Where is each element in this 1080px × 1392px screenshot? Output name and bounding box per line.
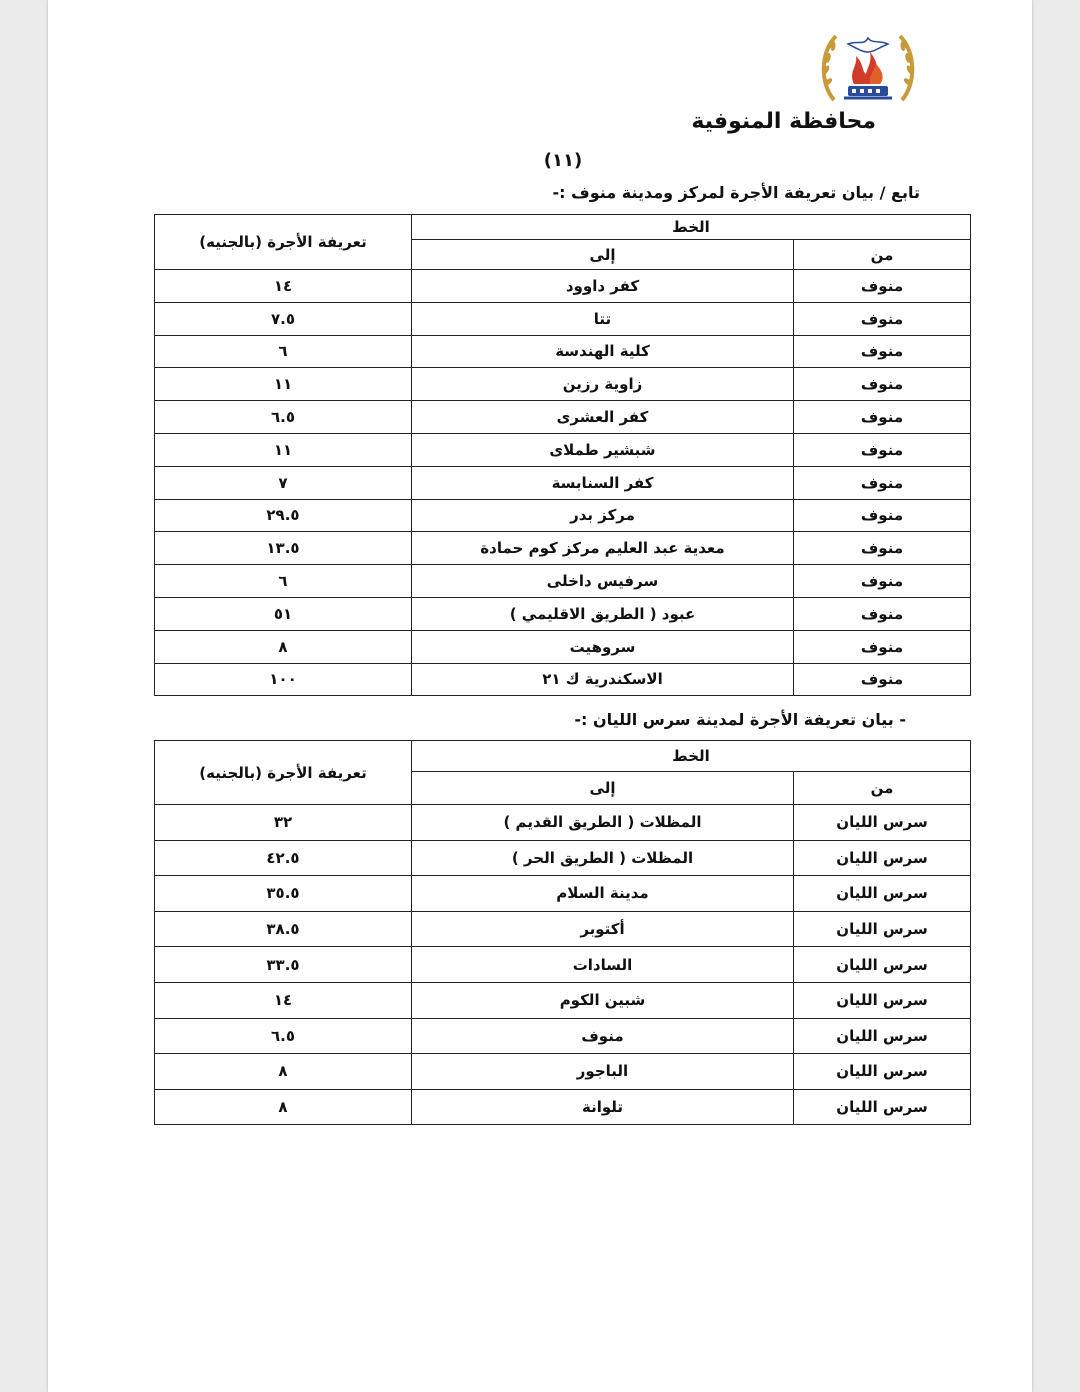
table-row	[155, 335, 971, 368]
to-cell: الباجور	[412, 1054, 794, 1090]
table-row	[155, 565, 971, 598]
fare-cell: ٣٢	[155, 805, 412, 841]
table-row	[155, 1054, 971, 1090]
section2-caption: - بيان تعريفة الأجرة لمدينة سرس الليان :-	[574, 710, 906, 729]
to-cell: كفر السنابسة	[412, 466, 794, 499]
from-cell: منوف	[794, 401, 971, 434]
line-header: الخط	[412, 215, 971, 240]
from-cell: منوف	[794, 335, 971, 368]
fare-cell: ٦.٥	[155, 1018, 412, 1054]
to-cell: زاوية رزين	[412, 368, 794, 401]
to-cell: عبود ( الطريق الاقليمي )	[412, 597, 794, 630]
from-cell: منوف	[794, 565, 971, 598]
sirs-el-layan-fare-table	[154, 740, 971, 1125]
table-row	[155, 532, 971, 565]
from-cell: سرس الليان	[794, 1054, 971, 1090]
to-cell: مدينة السلام	[412, 876, 794, 912]
from-cell: سرس الليان	[794, 876, 971, 912]
fare-cell: ١١	[155, 368, 412, 401]
fare-cell: ٢٩.٥	[155, 499, 412, 532]
to-cell: شبشير طملاى	[412, 433, 794, 466]
table-row	[155, 663, 971, 696]
table-row	[155, 876, 971, 912]
table-row	[155, 499, 971, 532]
table-row	[155, 1018, 971, 1054]
to-header: إلى	[412, 240, 794, 270]
to-cell: مركز بدر	[412, 499, 794, 532]
fare-cell: ٦.٥	[155, 401, 412, 434]
table-row	[155, 1089, 971, 1125]
to-cell: منوف	[412, 1018, 794, 1054]
governorate-emblem-icon	[814, 22, 922, 106]
from-cell: سرس الليان	[794, 947, 971, 983]
fare-cell: ٣٣.٥	[155, 947, 412, 983]
to-cell: تتا	[412, 302, 794, 335]
from-cell: منوف	[794, 663, 971, 696]
to-cell: السادات	[412, 947, 794, 983]
table-row	[155, 597, 971, 630]
to-cell: تلوانة	[412, 1089, 794, 1125]
page-number: (١١)	[543, 150, 583, 171]
table-row	[155, 947, 971, 983]
governorate-title: محافظة المنوفية	[691, 109, 876, 134]
to-cell: المظلات ( الطريق القديم )	[412, 805, 794, 841]
fare-cell: ٦	[155, 335, 412, 368]
from-cell: منوف	[794, 466, 971, 499]
from-cell: سرس الليان	[794, 1089, 971, 1125]
fare-cell: ١٣.٥	[155, 532, 412, 565]
to-cell: المظلات ( الطريق الحر )	[412, 840, 794, 876]
fare-cell: ١١	[155, 433, 412, 466]
fare-cell: ٤٢.٥	[155, 840, 412, 876]
table-row	[155, 401, 971, 434]
fare-cell: ٧.٥	[155, 302, 412, 335]
from-cell: منوف	[794, 532, 971, 565]
table-row	[155, 270, 971, 303]
fare-cell: ٨	[155, 1089, 412, 1125]
from-header: من	[794, 772, 971, 805]
to-cell: كفر داوود	[412, 270, 794, 303]
fare-header: تعريفة الأجرة (بالجنيه)	[155, 215, 412, 270]
to-cell: أكتوبر	[412, 911, 794, 947]
document-page	[48, 0, 1032, 1392]
to-cell: كلية الهندسة	[412, 335, 794, 368]
fare-cell: ٥١	[155, 597, 412, 630]
table-row	[155, 433, 971, 466]
table-row	[155, 805, 971, 841]
table-row	[155, 368, 971, 401]
table-row	[155, 840, 971, 876]
to-cell: معدية عبد العليم مركز كوم حمادة	[412, 532, 794, 565]
fare-cell: ٦	[155, 565, 412, 598]
to-cell: شبين الكوم	[412, 982, 794, 1018]
menouf-fare-table	[154, 214, 971, 696]
from-cell: سرس الليان	[794, 840, 971, 876]
from-cell: منوف	[794, 499, 971, 532]
fare-cell: ٧	[155, 466, 412, 499]
fare-cell: ٨	[155, 630, 412, 663]
to-cell: كفر العشرى	[412, 401, 794, 434]
from-cell: سرس الليان	[794, 982, 971, 1018]
from-cell: منوف	[794, 630, 971, 663]
from-cell: سرس الليان	[794, 911, 971, 947]
from-cell: سرس الليان	[794, 1018, 971, 1054]
fare-cell: ١٤	[155, 270, 412, 303]
section1-caption: تابع / بيان تعريفة الأجرة لمركز ومدينة منوف :-	[552, 183, 920, 202]
fare-cell: ٣٥.٥	[155, 876, 412, 912]
table-row	[155, 630, 971, 663]
line-header: الخط	[412, 741, 971, 772]
to-cell: سرفيس داخلى	[412, 565, 794, 598]
fare-cell: ٨	[155, 1054, 412, 1090]
fare-cell: ١٤	[155, 982, 412, 1018]
fare-cell: ٣٨.٥	[155, 911, 412, 947]
table-row	[155, 911, 971, 947]
from-cell: منوف	[794, 302, 971, 335]
from-cell: منوف	[794, 270, 971, 303]
table-row	[155, 302, 971, 335]
from-cell: سرس الليان	[794, 805, 971, 841]
from-cell: منوف	[794, 597, 971, 630]
table-row	[155, 982, 971, 1018]
to-cell: سروهيت	[412, 630, 794, 663]
to-cell: الاسكندرية ك ٢١	[412, 663, 794, 696]
fare-header: تعريفة الأجرة (بالجنيه)	[155, 741, 412, 805]
from-cell: منوف	[794, 433, 971, 466]
to-header: إلى	[412, 772, 794, 805]
from-cell: منوف	[794, 368, 971, 401]
table-row	[155, 466, 971, 499]
fare-cell: ١٠٠	[155, 663, 412, 696]
from-header: من	[794, 240, 971, 270]
